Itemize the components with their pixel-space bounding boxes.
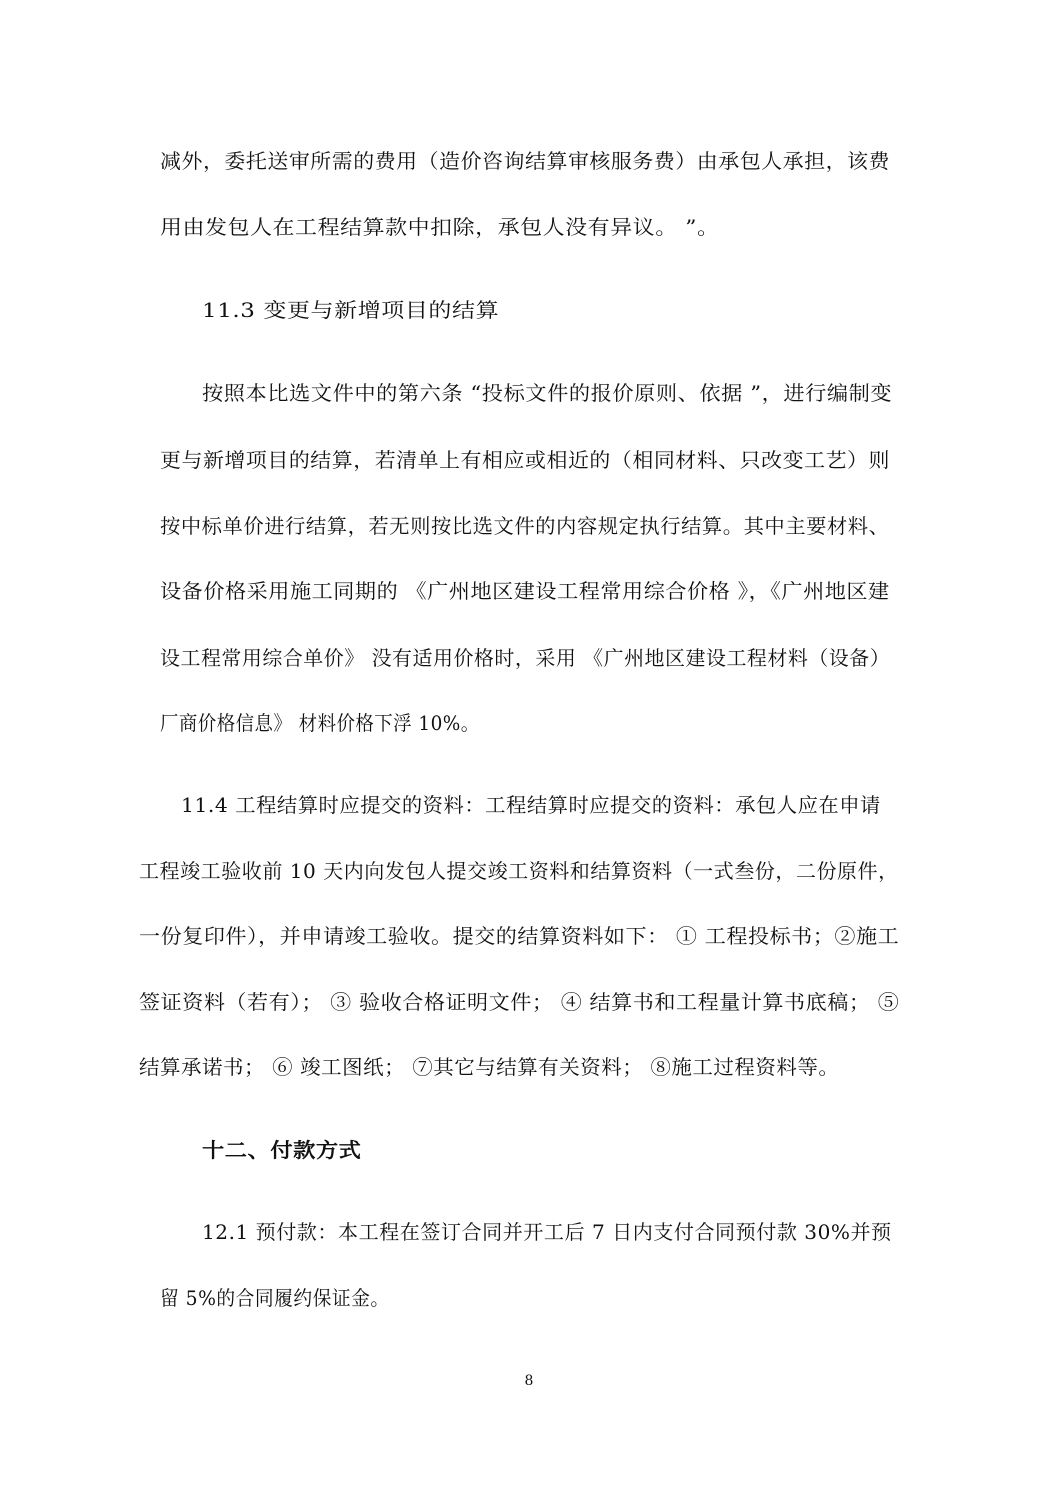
paragraph-line: 按照本比选文件中的第六条 “投标文件的报价原则、依据 ”，进行编制变 bbox=[202, 381, 893, 405]
paragraph-line: 设备价格采用施工同期的 《广州地区建设工程常用综合价格 》，《广州地区建 bbox=[160, 579, 890, 603]
paragraph-line: 厂商价格信息》 材料价格下浮 10%。 bbox=[160, 711, 480, 735]
paragraph-line: 更与新增项目的结算，若清单上有相应或相近的（相同材料、只改变工艺）则 bbox=[160, 448, 890, 472]
paragraph-line: 12.1 预付款：本工程在签订合同并开工后 7 日内支付合同预付款 30%并预 bbox=[202, 1220, 892, 1244]
page-number: 8 bbox=[524, 1373, 534, 1389]
section-heading-12: 十二、付款方式 bbox=[202, 1138, 362, 1162]
paragraph-line: 留 5%的合同履约保证金。 bbox=[160, 1286, 390, 1310]
paragraph-line: 一份复印件），并申请竣工验收。提交的结算资料如下： ① 工程投标书；②施工 bbox=[139, 924, 900, 948]
paragraph-line: 设工程常用综合单价》 没有适用价格时，采用 《广州地区建设工程材料（设备） bbox=[160, 646, 891, 670]
paragraph-line: 减外，委托送审所需的费用（造价咨询结算审核服务费）由承包人承担，该费 bbox=[160, 149, 890, 173]
paragraph-line: 签证资料（若有）； ③ 验收合格证明文件； ④ 结算书和工程量计算书底稿； ⑤ bbox=[139, 990, 900, 1014]
paragraph-line: 按中标单价进行结算，若无则按比选文件的内容规定执行结算。其中主要材料、 bbox=[160, 514, 890, 538]
paragraph-line: 工程竣工验收前 10 天内向发包人提交竣工资料和结算资料（一式叁份，二份原件， bbox=[139, 859, 899, 883]
section-heading-11-3: 11.3 变更与新增项目的结算 bbox=[202, 298, 500, 322]
paragraph-line: 用由发包人在工程结算款中扣除，承包人没有异议。 ”。 bbox=[160, 215, 720, 239]
paragraph-line: 结算承诺书； ⑥ 竣工图纸； ⑦其它与结算有关资料； ⑧施工过程资料等。 bbox=[139, 1055, 840, 1079]
paragraph-line: 11.4 工程结算时应提交的资料：工程结算时应提交的资料：承包人应在申请 bbox=[181, 793, 881, 817]
